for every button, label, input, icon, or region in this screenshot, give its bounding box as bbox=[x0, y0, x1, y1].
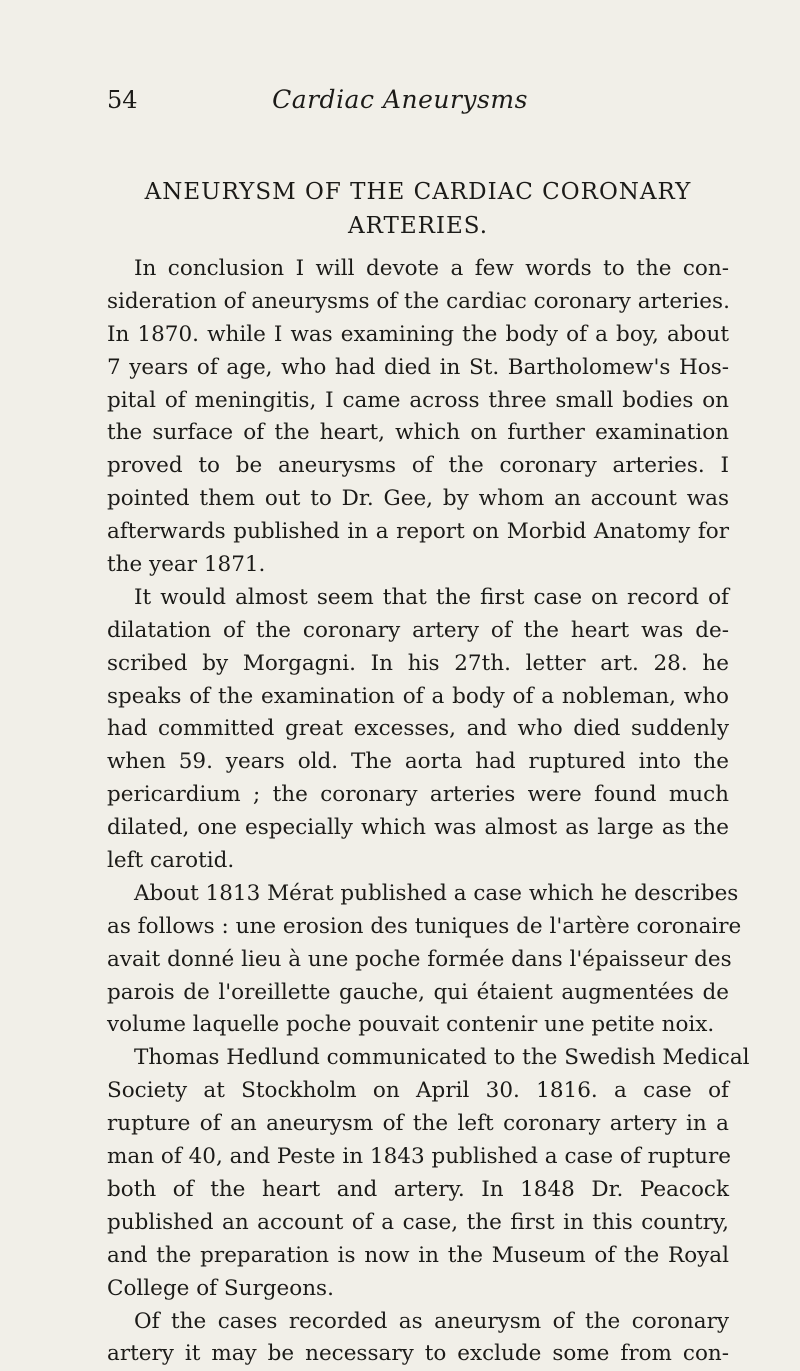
text-line: College of Surgeons. bbox=[107, 1273, 729, 1306]
paragraph-merat bbox=[107, 878, 729, 1042]
text-line: pointed them out to Dr. Gee, by whom an account was bbox=[107, 483, 729, 516]
paragraph-cases bbox=[107, 1306, 729, 1371]
text-line: sideration of aneurysms of the cardiac coronary arteries. bbox=[107, 286, 729, 319]
text-line: left carotid. bbox=[107, 845, 729, 878]
text-line: rupture of an aneurysm of the left coronary artery in a bbox=[107, 1108, 729, 1141]
text-line: Society at Stockholm on April 30. 1816. a case of bbox=[107, 1075, 729, 1108]
section-heading: ANEURYSM OF THE CARDIAC CORONARY ARTERIES. bbox=[107, 175, 729, 243]
paragraph-hedlund bbox=[107, 1042, 729, 1305]
text-line: Of the cases recorded as aneurysm of the coronary bbox=[107, 1306, 729, 1339]
text-line: dilatation of the coronary artery of the heart was de- bbox=[107, 615, 729, 648]
text-line: It would almost seem that the first case on record of bbox=[107, 582, 729, 615]
paragraph-morgagni bbox=[107, 582, 729, 878]
text-line: About 1813 Mérat published a case which he describes bbox=[107, 878, 729, 911]
text-line: artery it may be necessary to exclude some from con- bbox=[107, 1338, 729, 1371]
text-line: parois de l'oreillette gauche, qui étaient augmentées de bbox=[107, 977, 729, 1010]
text-line: In 1870. while I was examining the body of a boy, about bbox=[107, 319, 729, 352]
paragraph-introduction bbox=[107, 253, 729, 582]
text-line: and the preparation is now in the Museum of the Royal bbox=[107, 1240, 729, 1273]
text-line: as follows : une erosion des tuniques de l'artère coronaire bbox=[107, 911, 729, 944]
text-line: dilated, one especially which was almost as large as the bbox=[107, 812, 729, 845]
text-line: both of the heart and artery. In 1848 Dr. Peacock bbox=[107, 1174, 729, 1207]
text-line: when 59. years old. The aorta had ruptured into the bbox=[107, 746, 729, 779]
text-line: volume laquelle poche pouvait contenir une petite noix. bbox=[107, 1009, 729, 1042]
text-line: speaks of the examination of a body of a nobleman, who bbox=[107, 681, 729, 714]
text-line: pericardium ; the coronary arteries were found much bbox=[107, 779, 729, 812]
text-line: Thomas Hedlund communicated to the Swedish Medical bbox=[107, 1042, 729, 1075]
text-line: In conclusion I will devote a few words to the con- bbox=[107, 253, 729, 286]
body-text bbox=[107, 253, 729, 1371]
text-line: afterwards published in a report on Morbid Anatomy for bbox=[107, 516, 729, 549]
text-line: had committed great excesses, and who died suddenly bbox=[107, 713, 729, 746]
text-line: published an account of a case, the first in this country, bbox=[107, 1207, 729, 1240]
text-line: avait donné lieu à une poche formée dans l'épaisseur des bbox=[107, 944, 729, 977]
running-head bbox=[0, 80, 800, 120]
text-line: the surface of the heart, which on further examination bbox=[107, 417, 729, 450]
text-line: pital of meningitis, I came across three small bodies on bbox=[107, 385, 729, 418]
page-number: 54 bbox=[107, 80, 138, 120]
text-line: proved to be aneurysms of the coronary arteries. I bbox=[107, 450, 729, 483]
text-line: man of 40, and Peste in 1843 published a case of rupture bbox=[107, 1141, 729, 1174]
running-title: Cardiac Aneurysms bbox=[0, 80, 800, 120]
text-line: the year 1871. bbox=[107, 549, 729, 582]
text-line: 7 years of age, who had died in St. Bartholomew's Hos- bbox=[107, 352, 729, 385]
text-line: scribed by Morgagni. In his 27th. letter art. 28. he bbox=[107, 648, 729, 681]
